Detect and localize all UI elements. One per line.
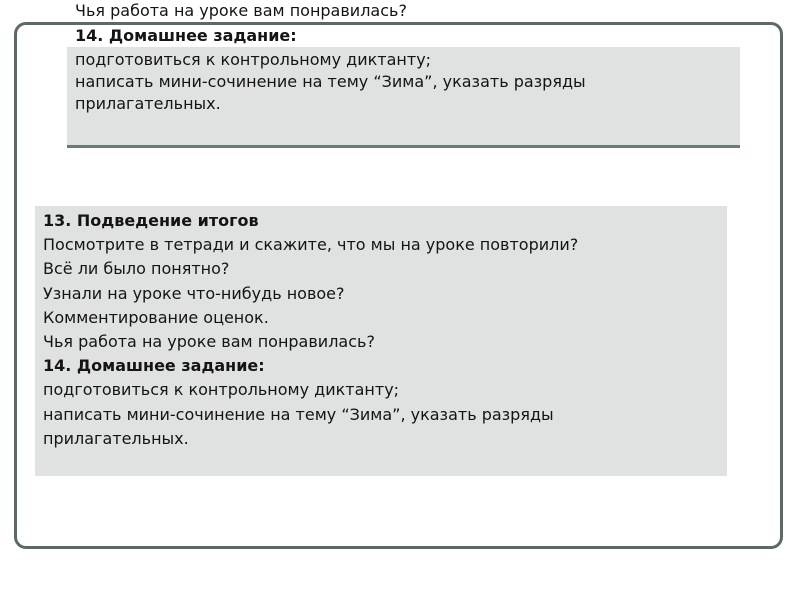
text-line: Посмотрите в тетради и скажите, что мы на уроке повторили? [43,235,579,255]
top-homework-text [75,49,735,115]
homework-heading-top: 14. Домашнее задание: [75,26,297,45]
text-line: прилагательных. [43,428,189,448]
text-line: Узнали на уроке что-нибудь новое? [43,283,345,303]
summary-text [43,209,723,451]
text-line: Всё ли было понятно? [43,259,230,279]
text-line: Чья работа на уроке вам понравилась? [43,332,375,352]
summary-box [35,206,727,476]
text-line: подготовиться к контрольному диктанту; [43,380,400,400]
text-line: написать мини-сочинение на тему “Зима”, указать разряды [43,404,554,424]
homework-heading: 14. Домашнее задание: [43,356,265,376]
text-line: Комментирование оценок. [43,307,269,327]
text-line: подготовиться к контрольному диктанту; [75,50,432,69]
summary-heading: 13. Подведение итогов [43,211,259,230]
text-line: прилагательных. [75,94,221,113]
text-line: написать мини-сочинение на тему “Зима”, указать разряды [75,72,586,91]
cut-off-text-line: Чья работа на уроке вам понравилась? [75,1,407,20]
